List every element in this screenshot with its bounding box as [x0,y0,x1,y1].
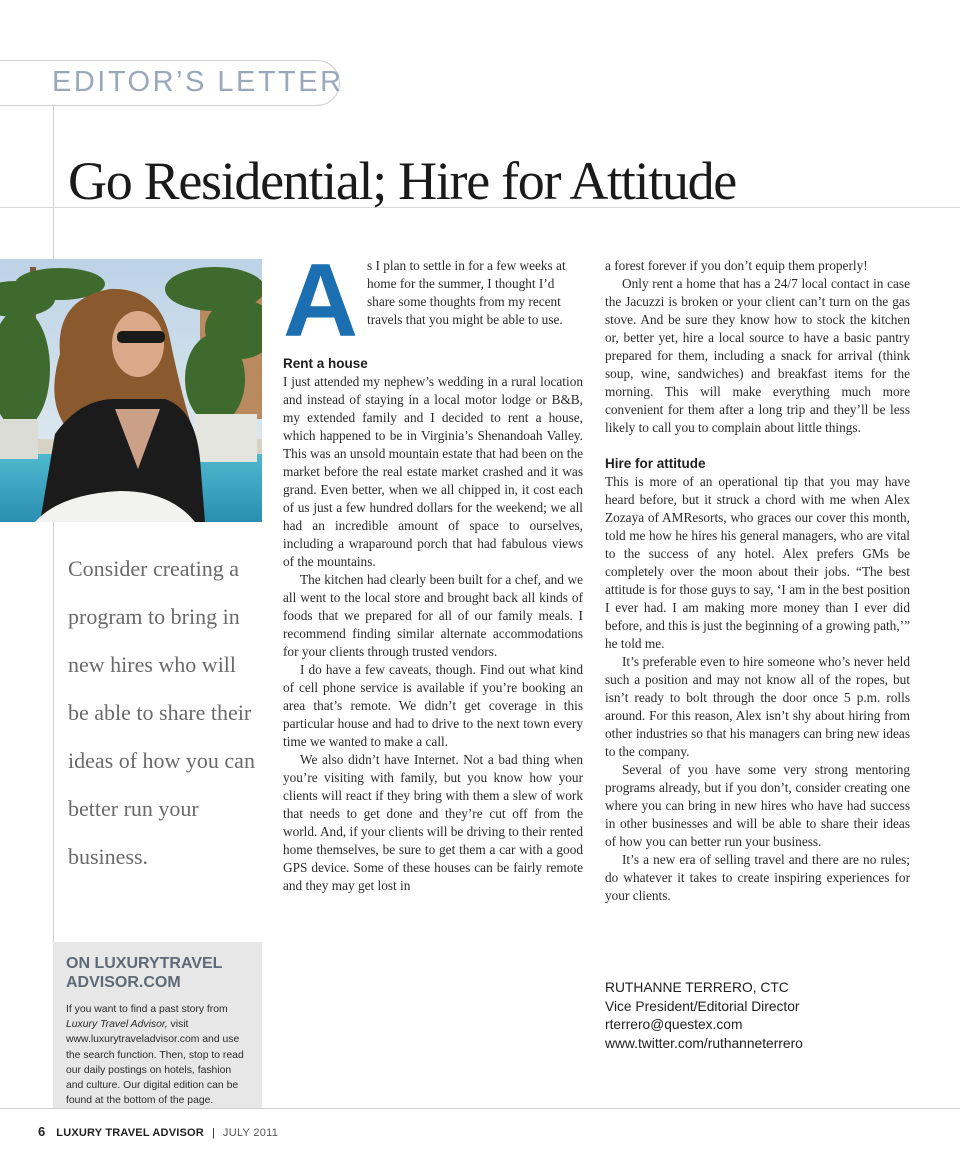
article-intro [283,243,583,359]
article-paragraph: We also didn’t have Internet. Not a bad thing when you’re visiting with family, but you know how your clients will react if they bring with them a slew of work that needs to get done and they’re cut off from the world. And, if your clients will be driving to their rented home themselves, be sure to get them a car with a good GPS device. Some of these houses can be fairly remote and they may get lost in [283,752,583,893]
article-paragraph: I just attended my nephew’s wedding in a rural location and instead of staying in a local motor lodge or B&B, my extended family and I decided to rent a house, which happened to be in Virginia’s Shenandoah Valley. This was an unsold mountain estate that had been on the market before the real estate market crashed and it was grand. Even better, when we all chipped in, it cost each of us just a few hundred dollars for the weekend; we all had an incredible amount of space to ourselves, including a wraparound porch that had fabulous views of the mountains. [283,374,583,569]
subhead-hire-for-attitude: Hire for attitude [605,456,706,471]
article-paragraph: It’s preferable even to hire someone who’s never held such a position and may not know all of the ropes, but isn’t ready to bolt through the door once 5 p.m. rolls around. For this reason, Alex isn’t shy about hiring from other industries so that his managers can bring new ideas to the company. [605,654,910,759]
website-sidebar [53,942,262,1108]
pull-quote: Consider creating a program to bring in new hires who will be able to share their ideas of how you can better run your business. [68,556,255,869]
page-footer [38,1124,278,1139]
page-headline: Go Residential; Hire for Attitude [68,151,736,211]
article-paragraph: This is more of an operational tip that you may have heard before, but it struck a chord with me when Alex Zozaya of AMResorts, who graces our cover this month, told me how he hires his general managers, who are vital to the success of any hotel. Alex prefers GMs be completely over the moon about their jobs. “The best attitude is for those guys to say, ‘I am in the best position I ever had. I am making more money than I ever did before, and this is just the beginning of a growing path,’” he told me. [605,474,910,651]
article-column-1 [283,243,583,895]
sidebar-publication-italic: Luxury Travel Advisor, [66,1019,168,1031]
page-number: 6 [38,1124,46,1139]
sidebar-title-line: ON LUXURYTRAVEL [66,955,223,972]
footer-date: JULY 2011 [222,1127,279,1139]
sidebar-body [66,1002,250,1108]
sidebar-title-line: ADVISOR.COM [66,974,181,991]
drop-cap: A [283,243,359,359]
article-paragraph: a forest forever if you don’t equip them properly! [605,258,868,273]
author-twitter-link[interactable]: www.twitter.com/ruthanneterrero [605,1035,803,1051]
author-signature [605,979,803,1053]
author-email-link[interactable]: rterrero@questex.com [605,1017,743,1032]
section-label: EDITOR’S LETTER [52,66,344,98]
article-paragraph: Only rent a home that has a 24/7 local contact in case the Jacuzzi is broken or your client can’t turn on the gas stove. And be sure they know how to stock the kitchen or, better yet, hire a local source to have a basic pantry prepared for them, including a snack for arrival (think soup, wine, sandwiches) and breakfast items for the morning. This will make everything much more convenient for them after a long trip and they’ll be less likely to call you to complain about little things. [605,276,910,435]
article-paragraph: It’s a new era of selling travel and there are no rules; do whatever it takes to create inspiring experiences for your clients. [605,852,910,903]
author-title: Vice President/Editorial Director [605,998,800,1014]
sidebar-text: If you want to find a past story from [66,1004,228,1015]
article-column-2 [605,257,910,905]
article-paragraph: Several of you have some very strong mentoring programs already, but if you don’t, consider creating one where you can bring in new hires who have had success in other businesses and will be able to share their ideas of how you can better run your business. [605,762,910,849]
author-name: RUTHANNE TERRERO, CTC [605,980,789,995]
editor-portrait-image [0,259,262,522]
editor-photo [0,259,262,522]
sidebar-text: visit www.luxurytraveladvisor.com and use the search function. Then, stop to read our daily postings on hotels, fashion and culture. Our digital edition can be found at the bottom of the page. [66,1019,244,1107]
frame-vertical-rule [53,105,54,943]
footer-separator: | [211,1127,215,1139]
article-paragraph: The kitchen had clearly been built for a chef, and we all went to the local store and brought back all kinds of foods that we prepared for all of our family meals. I recommend finding similar alternate accommodations for your clients through trusted vendors. [283,572,583,659]
footer-publication: LUXURY TRAVEL ADVISOR [56,1127,204,1139]
article-paragraph: I do have a few caveats, though. Find out what kind of cell phone service is available if you’re booking an area that’s remote. We didn’t get coverage in this particular house and had to drive to the next town every time we wanted to make a call. [283,662,583,749]
intro-paragraph: s I plan to settle in for a few weeks at home for the summer, I thought I’d share some thoughts from my recent travels that you might be able to use. [367,258,566,327]
sidebar-title [66,954,250,992]
subhead-rent-a-house: Rent a house [283,356,368,371]
